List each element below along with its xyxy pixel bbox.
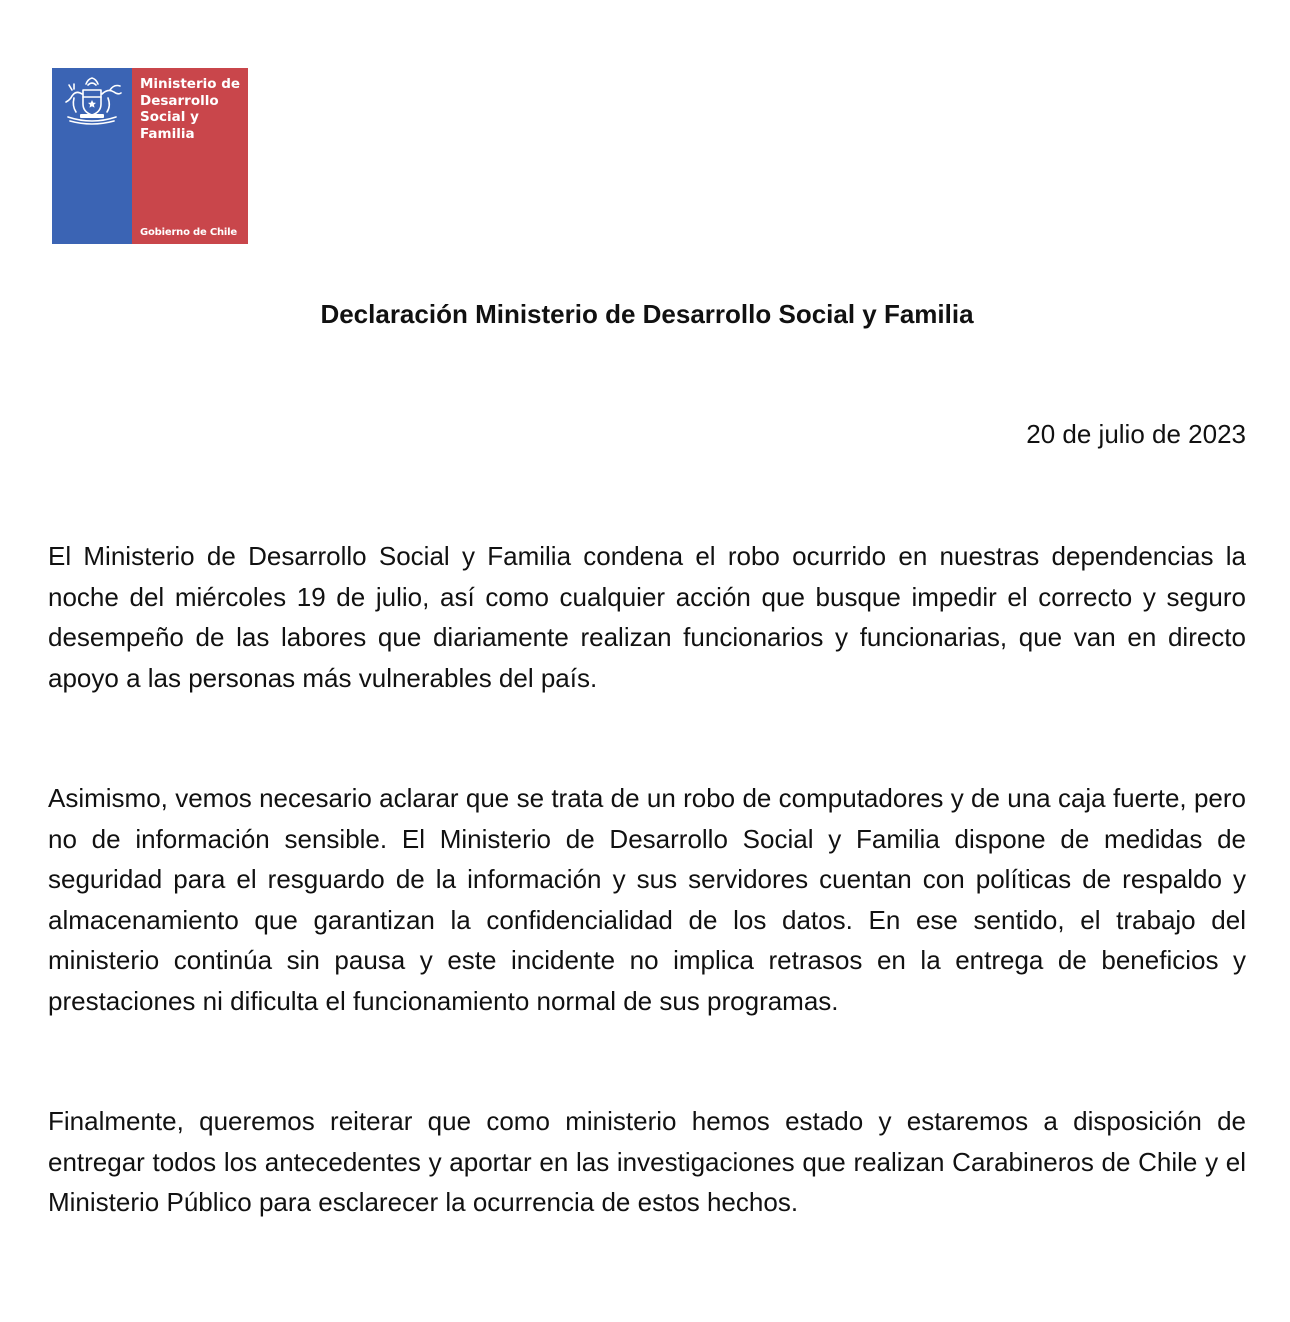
document-date: 20 de julio de 2023 [1026,419,1246,449]
paragraph: Asimismo, vemos necesario aclarar que se trata de un robo de computadores y de una caja fuerte, pero no de información sensible. El Ministerio de Desarrollo Social y Familia dispone de medidas de seguridad para el resguardo de la información y sus servidores cuentan con políticas de respaldo y almacenamiento que garantizan la confidencialidad de los datos. En ese sentido, el trabajo del ministerio continúa sin pausa y este incidente no implica retrasos en la entrega de beneficios y prestaciones ni dificulta el funcionamiento normal de sus programas. [48,783,1246,1016]
logo-red-panel [132,68,248,244]
logo-blue-panel [52,68,132,244]
coat-of-arms-icon [60,76,124,126]
paragraph: El Ministerio de Desarrollo Social y Familia condena el robo ocurrido en nuestras dependencias la noche del miércoles 19 de julio, así como cualquier acción que busque impedir el correcto y seguro desempeño de las labores que diariamente realizan funcionarios y funcionarias, que van en directo apoyo a las personas más vulnerables del país. [48,541,1246,693]
ministry-logo [52,68,248,244]
logo-ministry-name: Ministerio de Desarrollo Social y Familia [140,76,241,142]
logo-government-label: Gobierno de Chile [140,227,237,238]
paragraph: Finalmente, queremos reiterar que como ministerio hemos estado y estaremos a disposición de entregar todos los antecedentes y aportar en las investigaciones que realizan Carabineros de Chile y el Ministerio Público para esclarecer la ocurrencia de estos hechos. [48,1106,1246,1217]
document-title: Declaración Ministerio de Desarrollo Social y Familia [320,299,974,329]
